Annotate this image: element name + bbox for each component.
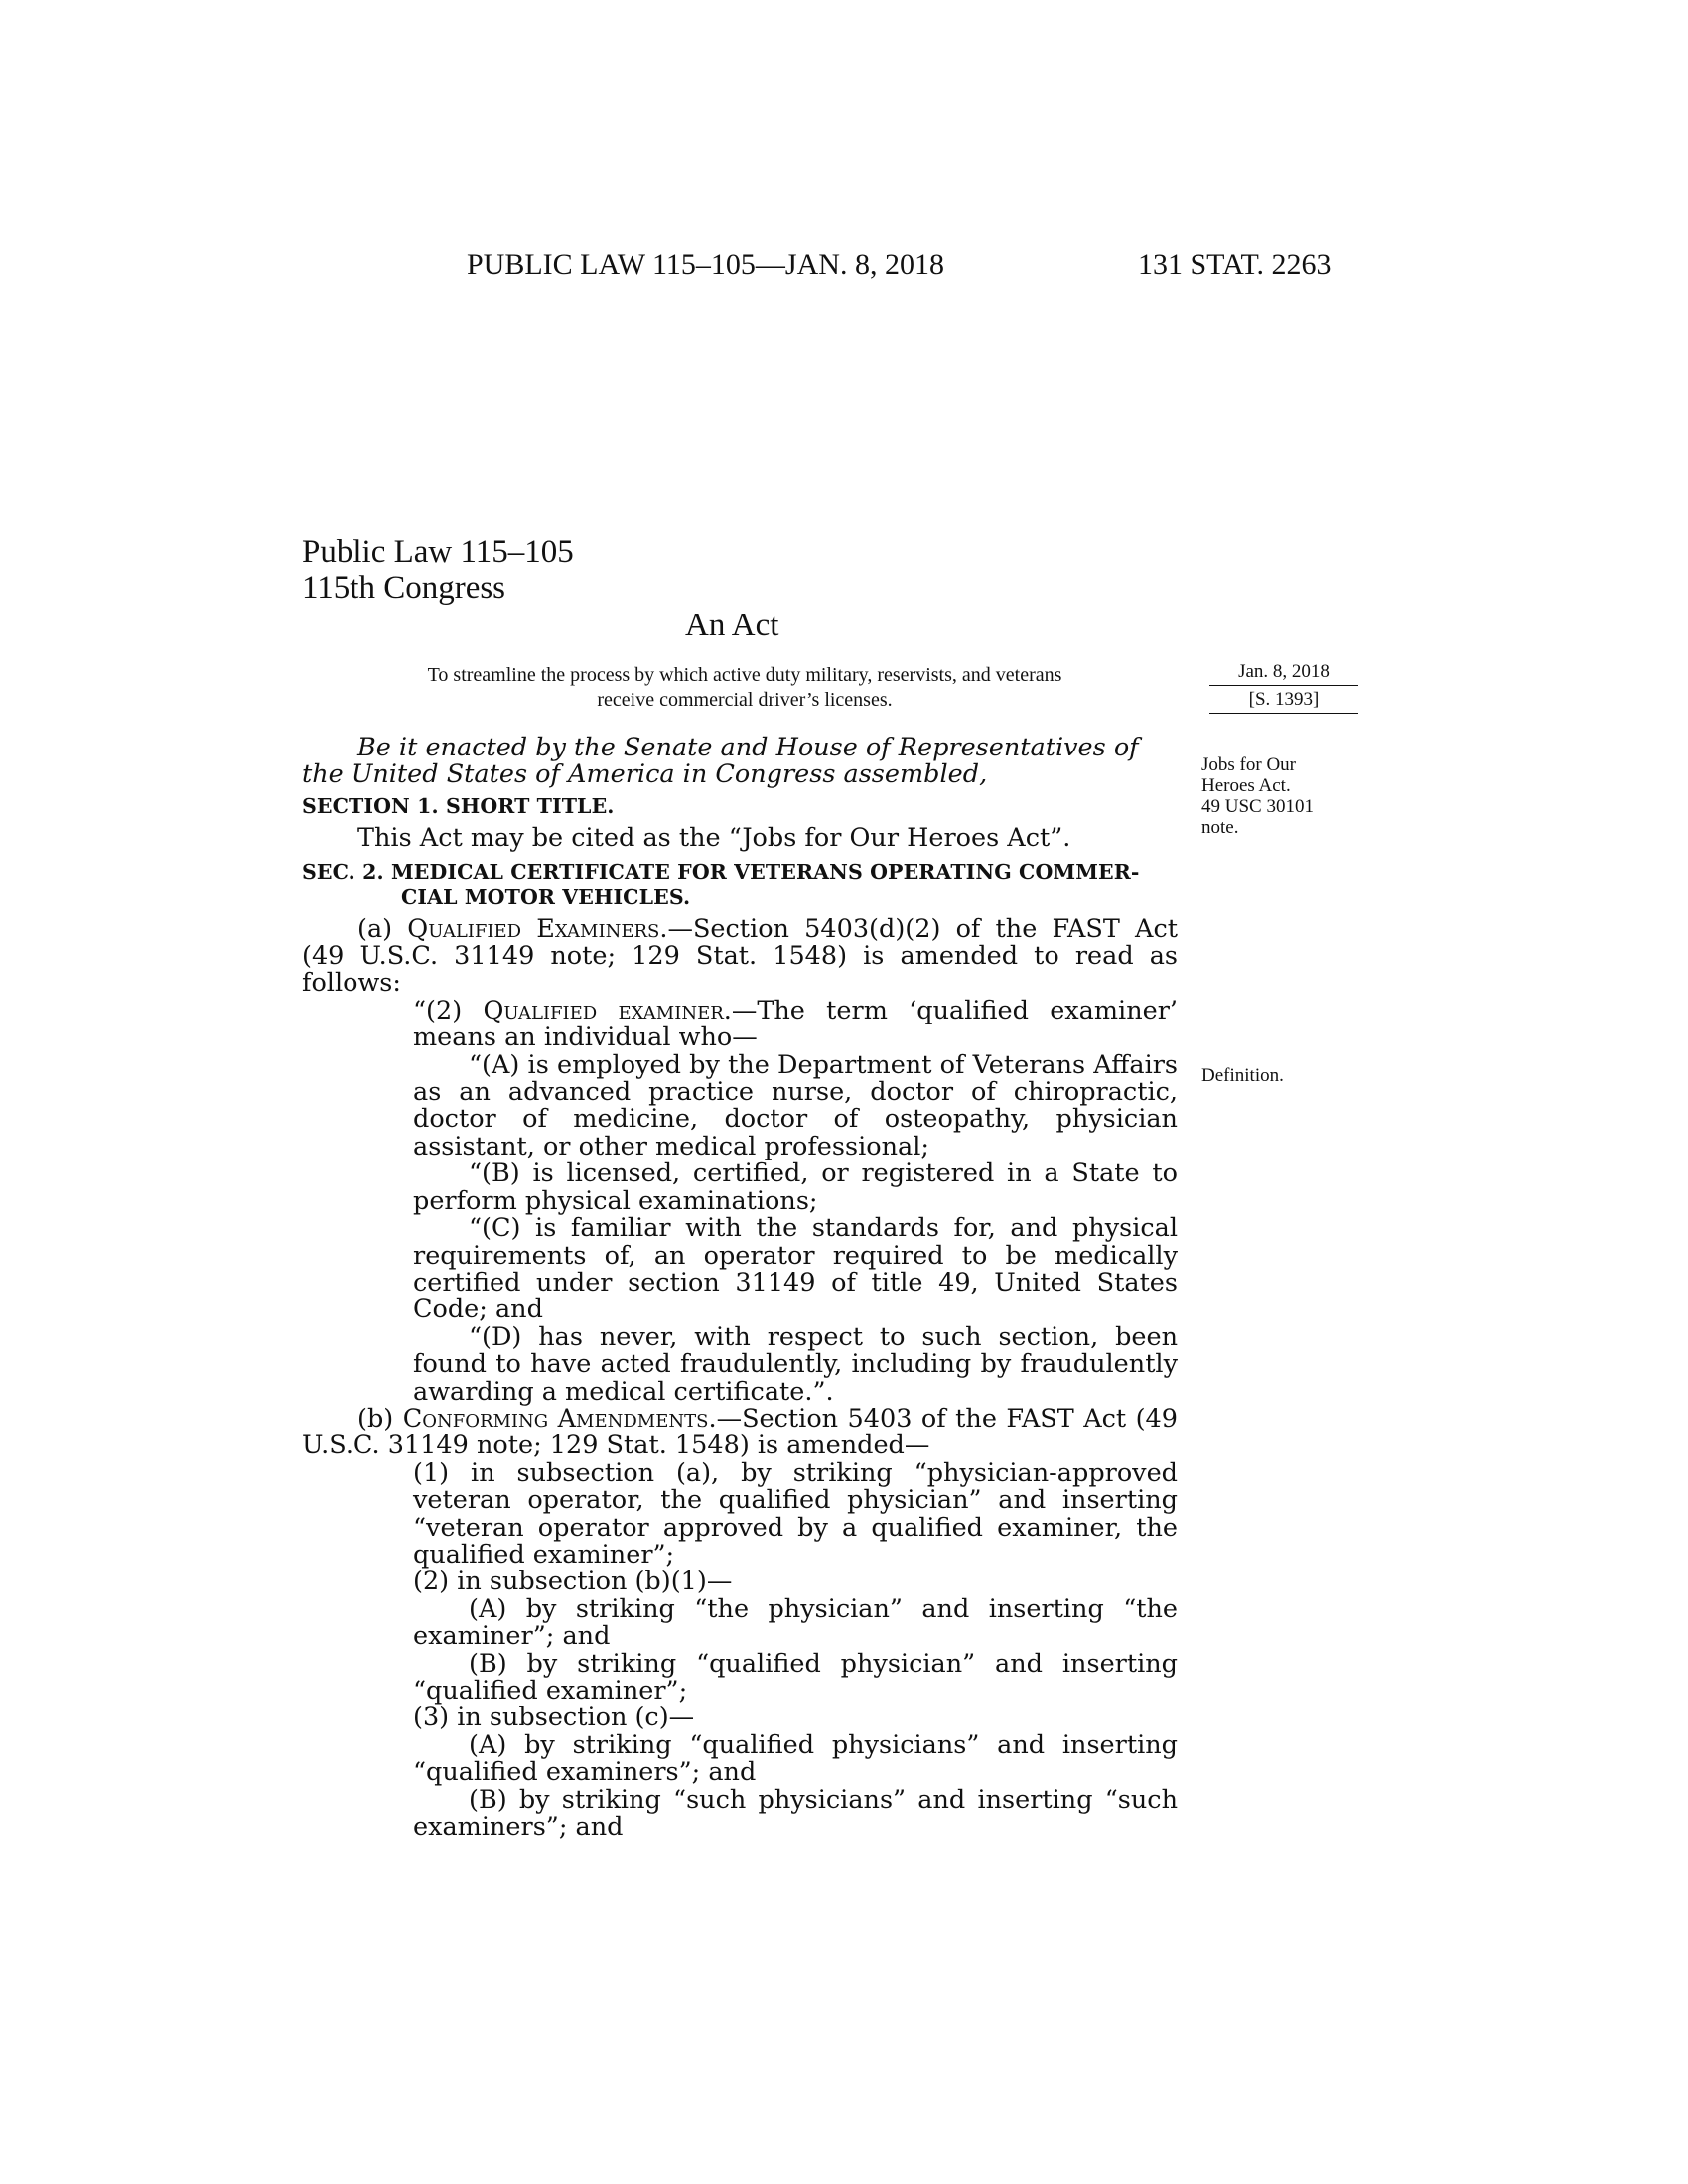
margin-bill-number: [S. 1393] (1209, 689, 1358, 714)
quoted-paragraph-2 (357, 995, 1179, 1053)
act-body (302, 735, 1178, 1841)
section-1-text: This Act may be cited as the “Jobs for Our Heroes Act”. (357, 823, 1071, 854)
quoted-paragraph-2-number: “(2) (413, 995, 484, 1025)
subsection-b (302, 1403, 1179, 1461)
enacting-clause-line-1: Be it enacted by the Senate and House of Representatives of (357, 733, 1139, 762)
subparagraph-b-3-b: (B) by striking “such physicians” and inserting “such examiners”; and (413, 1784, 1178, 1843)
act-label: An Act (685, 608, 779, 643)
margin-short-title-note (1201, 754, 1370, 838)
congress-number: 115th Congress (302, 570, 506, 606)
margin-definition-note: Definition. (1201, 1065, 1284, 1086)
paragraph-b-2: (2) in subsection (b)(1)— (413, 1567, 733, 1597)
margin-date: Jan. 8, 2018 (1209, 661, 1358, 686)
purpose-line-1: To streamline the process by which active duty military, reservists, and veterans (427, 664, 1062, 686)
running-title: PUBLIC LAW 115–105—JAN. 8, 2018 (467, 248, 944, 281)
section-2-heading-line-2: CIAL MOTOR VEHICLES. (401, 885, 691, 909)
section-2-heading-line-1: SEC. 2. MEDICAL CERTIFICATE FOR VETERANS OPERATING COMMER- (302, 859, 1140, 884)
subsection-a-number: (a) (357, 913, 408, 944)
purpose-line-2: receive commercial driver’s licenses. (597, 689, 893, 711)
subsection-a-text: .—Section 5403(d)(2) of the FAST Act (49 U.S.C. 31149 note; 129 Stat. 1548) is amended to read as follows: (302, 913, 1178, 999)
margin-note-line: 49 USC 30101 (1201, 796, 1314, 817)
enacting-clause (302, 735, 1178, 789)
margin-note-line: Heroes Act. (1201, 775, 1291, 796)
enacting-clause-line-2: the United States of America in Congress assembled, (302, 759, 988, 790)
margin-note-line: Jobs for Our (1201, 754, 1296, 775)
subparagraph-b-3-a: (A) by striking “qualified physicians” and inserting “qualified examiners”; and (413, 1729, 1178, 1788)
subsection-b-caption: Conforming Amendments (402, 1403, 709, 1433)
quoted-subparagraph-c: “(C) is familiar with the standards for, and physical requirements of, an operator required to be medically certified under section 31149 of title 49, United States Code; and (413, 1213, 1178, 1325)
quoted-subparagraph-b: “(B) is licensed, certified, or registered in a State to perform physical examinations; (413, 1159, 1178, 1216)
quoted-paragraph-2-caption: Qualified examiner (483, 995, 724, 1025)
quoted-subparagraph-a: “(A) is employed by the Department of Veterans Affairs as an advanced practice nurse, doctor of chiropractic, doctor of medicine, doctor of osteopathy, physician assistant, or other medical professional; (413, 1049, 1178, 1161)
subparagraph-b-2-a: (A) by striking “the physician” and inserting “the examiner”; and (413, 1593, 1178, 1652)
act-purpose (308, 663, 1182, 713)
paragraph-b-1: (1) in subsection (a), by striking “physician-approved veteran operator, the qualified physician” and inserting “veteran operator approved by a qualified examiner, the qualified examiner”; (413, 1457, 1178, 1570)
law-number: Public Law 115–105 (302, 534, 574, 570)
quoted-subparagraph-d: “(D) has never, with respect to such section, been found to have acted fraudulently, including by fraudulently awarding a medical certificate.”. (413, 1321, 1178, 1407)
page-reference: 131 STAT. 2263 (1138, 248, 1332, 281)
subsection-a (302, 913, 1178, 999)
subsection-b-number: (b) (357, 1403, 403, 1433)
subsection-a-caption: Qualified Examiners (407, 913, 660, 944)
margin-note-line: note. (1201, 817, 1239, 838)
section-1-heading: SECTION 1. SHORT TITLE. (302, 793, 615, 818)
subsection-b-text: .—Section 5403 of the FAST Act (49 U.S.C. 31149 note; 129 Stat. 1548) is amended— (302, 1403, 1179, 1461)
quoted-paragraph-2-text: .—The term ‘qualified examiner’ means an individual who— (413, 995, 1179, 1053)
paragraph-b-3: (3) in subsection (c)— (413, 1703, 695, 1733)
subparagraph-b-2-b: (B) by striking “qualified physician” and inserting “qualified examiner”; (413, 1648, 1178, 1706)
section-2-heading (302, 859, 1178, 910)
